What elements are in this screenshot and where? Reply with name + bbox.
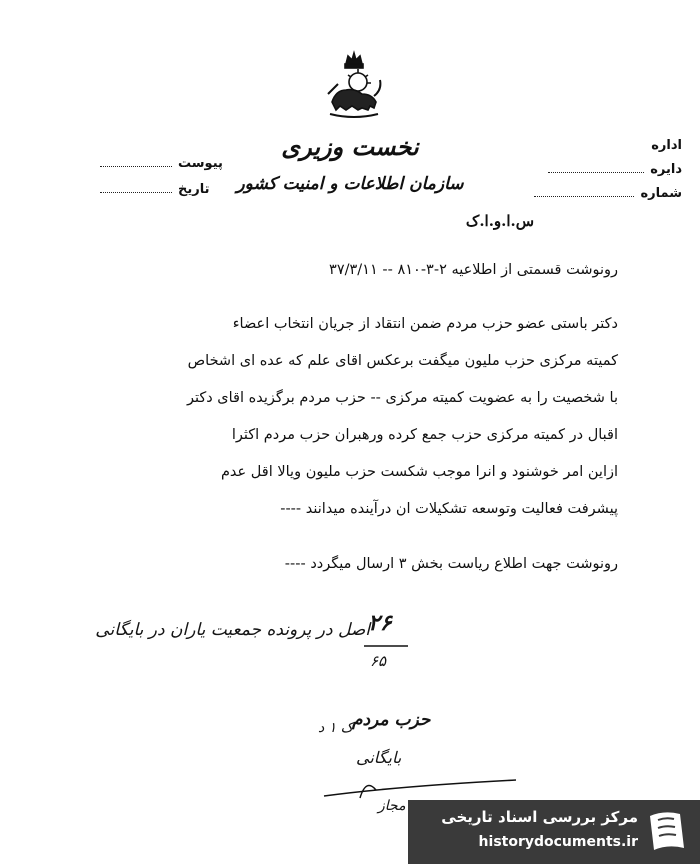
- header-code: س.ا.و.ا.ک: [465, 212, 535, 230]
- watermark-title: مرکز بررسی اسناد تاریخی: [441, 808, 638, 826]
- paragraph-line: پیشرفت فعالیت وتوسعه تشکیلات ان درآینده میدانند ----: [280, 501, 618, 517]
- handwritten-code: ۲۶: [368, 610, 392, 636]
- field-date-dots: [100, 182, 172, 193]
- field-number: [534, 186, 682, 201]
- watermark-url: historydocuments.ir: [478, 834, 638, 850]
- lion-and-sun-emblem-icon: [318, 50, 390, 120]
- handwritten-note: اصل در پرونده جمعیت یاران در بایگانی: [95, 620, 370, 640]
- field-attachment-dots: [100, 156, 172, 167]
- field-number-label: شماره: [640, 186, 682, 201]
- field-attachment: [100, 156, 223, 171]
- field-department-dots: [548, 162, 644, 173]
- field-date-label: تاریخ: [178, 182, 210, 197]
- paragraph-line: اقبال در کمیته مرکزی حزب جمع کرده ورهبران حزب مردم اکثرا: [231, 427, 618, 443]
- field-attachment-label: پیوست: [178, 156, 223, 171]
- signature-approved: مجاز: [378, 798, 406, 814]
- field-number-dots: [534, 186, 634, 197]
- signature-prefix: ک ۱ د: [318, 720, 354, 736]
- signature-archive: بایگانی: [356, 748, 402, 767]
- fraction-line: [362, 643, 412, 649]
- paragraph-line: کمیته مرکزی حزب ملیون میگفت برعکس اقای علم که عده ای اشخاص: [187, 353, 618, 369]
- paragraph-line: ازاین امر خوشنود و انرا موجب شکست حزب ملیون ویالا اقل عدم: [220, 464, 618, 480]
- field-office: [651, 138, 682, 153]
- field-date: [100, 182, 210, 197]
- field-department: [548, 162, 682, 177]
- field-department-label: دایره: [650, 162, 682, 177]
- watermark-banner: [408, 800, 700, 864]
- header-org: سازمان اطلاعات و امنیت کشور: [236, 174, 464, 194]
- handwritten-code-sub: ۶۵: [370, 652, 387, 670]
- paragraph-line: با شخصیت را به عضویت کمیته مرکزی -- حزب مردم برگزیده اقای دکتر: [186, 390, 618, 406]
- subject-line: رونوشت قسمتی از اطلاعیه ۲-۳-۸۱۰ -- ۳۷/۳/۱۱: [329, 262, 618, 278]
- field-office-label: اداره: [651, 138, 682, 153]
- closing-line: رونوشت جهت اطلاع ریاست بخش ۳ ارسال میگردد ----: [284, 556, 618, 572]
- archive-logo-icon: [644, 808, 690, 856]
- paragraph-line: دکتر باستی عضو حزب مردم ضمن انتقاد از جریان انتخاب اعضاء: [232, 316, 618, 332]
- header-title: نخست وزیری: [281, 132, 419, 161]
- signature-stroke: [320, 772, 520, 802]
- signature-party: حزب مردم: [352, 710, 431, 730]
